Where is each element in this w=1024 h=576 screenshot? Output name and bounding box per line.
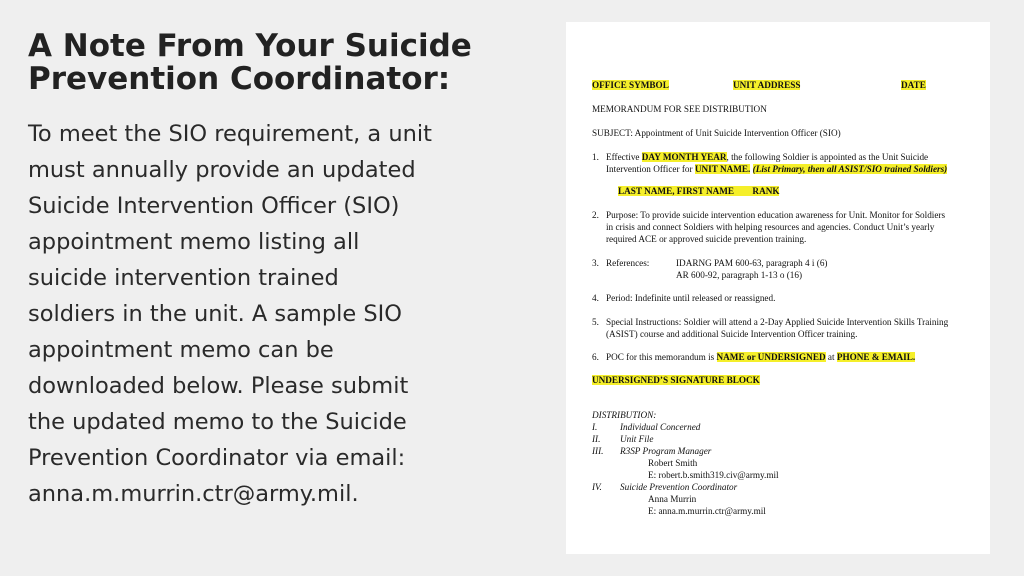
- unit-address: UNIT ADDRESS: [733, 80, 801, 90]
- paragraph-6: POC for this memorandum is NAME or UNDERSIGNED at PHONE & EMAIL.: [606, 352, 916, 362]
- dist-item: Individual Concerned: [620, 422, 701, 432]
- paragraph-1: Effective DAY MONTH YEAR, the following Soldier is appointed as the Unit Suicide: [606, 152, 929, 162]
- paragraph-1-line-2: Intervention Officer for UNIT NAME. (List Primary, then all ASIST/SIO trained Soldiers): [606, 164, 948, 174]
- body-line: Suicide Intervention Officer (SIO): [28, 193, 400, 219]
- highlight-date: DAY MONTH YEAR: [641, 152, 727, 162]
- anna-email: E: anna.m.murrin.ctr@army.mil: [648, 506, 766, 516]
- paragraph-4: Period: Indefinite until released or reassigned.: [606, 293, 776, 303]
- dist-num: III.: [592, 446, 604, 456]
- distribution-label: DISTRIBUTION:: [592, 410, 657, 420]
- office-symbol: OFFICE SYMBOL: [592, 80, 669, 90]
- highlight-unit-name: UNIT NAME.: [694, 164, 751, 174]
- dist-item: Suicide Prevention Coordinator: [620, 482, 738, 492]
- title-line-2: Prevention Coordinator:: [28, 61, 451, 97]
- dist-num: II.: [592, 434, 601, 444]
- highlight-name-rank: LAST NAME, FIRST NAME RANK: [618, 186, 780, 196]
- references-label: References:: [606, 258, 650, 268]
- body-line: the updated memo to the Suicide: [28, 409, 407, 435]
- highlight-phone-email: PHONE & EMAIL.: [836, 352, 916, 362]
- p4-number: 4.: [592, 293, 599, 303]
- highlight-poc-name: NAME or UNDERSIGNED: [716, 352, 826, 362]
- memo-subject: SUBJECT: Appointment of Unit Suicide Intervention Officer (SIO): [592, 128, 841, 138]
- body-line-email: anna.m.murrin.ctr@army.mil.: [28, 481, 359, 507]
- reference-1: IDARNG PAM 600-63, paragraph 4 i (6): [676, 258, 828, 268]
- memorandum-for: MEMORANDUM FOR SEE DISTRIBUTION: [592, 104, 767, 114]
- robert-name: Robert Smith: [648, 458, 698, 468]
- body-line: downloaded below. Please submit: [28, 373, 409, 399]
- p1-number: 1.: [592, 152, 599, 162]
- body-line: suicide intervention trained: [28, 265, 339, 291]
- p3-number: 3.: [592, 258, 599, 268]
- body-line: appointment memo can be: [28, 337, 334, 363]
- dist-num: I.: [592, 422, 598, 432]
- body-line: appointment memo listing all: [28, 229, 360, 255]
- instructions-text: [28, 116, 528, 512]
- reference-2: AR 600-92, paragraph 1-13 o (16): [676, 270, 803, 280]
- page-title: [28, 30, 538, 96]
- anna-name: Anna Murrin: [648, 494, 697, 504]
- p2-number: 2.: [592, 210, 599, 220]
- body-line: must annually provide an updated: [28, 157, 416, 183]
- highlight-list-instruction: (List Primary, then all ASIST/SIO trained Soldiers): [752, 164, 948, 174]
- body-line: Prevention Coordinator via email:: [28, 445, 406, 471]
- p5-number: 5.: [592, 317, 599, 327]
- dist-item: R3SP Program Manager: [620, 446, 712, 456]
- sample-memo-document: OFFICE SYMBOL UNIT ADDRESS DATE MEMORANDUM FOR SEE DISTRIBUTION SUBJECT: Appointment of Unit Suicide Intervention Officer (SIO) 1. Effective DAY MONTH YEAR, the following Soldier is appointed as the Unit Suicide Intervention Officer for UNIT NAME. (List Primary, then all ASIST/SIO trained Soldiers) LAST NAME, FIRST NAME RANK 2. Purpose: To provide suicide intervention education awareness for Unit. Monitor for Soldiers in crisis and connect Soldiers with helping resources and agencies. Conduct Unit’s yearly required ACE or approved suicide prevention training. 3. References: IDARNG PAM 600-63, paragraph 4 i (6) AR 600-92, paragraph 1-13 o (16) 4. Period: Indefinite until released or reassigned. 5. Special Instructions: Soldier will attend a 2-Day Applied Suicide Intervention Skills Training (ASIST) course and additional Suicide Intervention Officer training. 6. POC for this memorandum is NAME or UNDERSIGNED at PHONE & EMAIL. UNDERSIGNED’S SIGNATURE BLOCK DISTRIBUTION: I. Individual Concerned II. Unit File III. R3SP Program Manager Robert Smith E: robert.b.smith319.civ@army.mil IV. Suicide Prevention Coordinator Anna Murrin E: anna.m.murrin.ctr@army.mil: [566, 22, 990, 554]
- body-line: soldiers in the unit. A sample SIO: [28, 301, 403, 327]
- memo-date: DATE: [901, 80, 926, 90]
- robert-email: E: robert.b.smith319.civ@army.mil: [648, 470, 779, 480]
- dist-item: Unit File: [620, 434, 654, 444]
- p6-number: 6.: [592, 352, 599, 362]
- signature-block: UNDERSIGNED’S SIGNATURE BLOCK: [592, 375, 760, 385]
- title-line-1: A Note From Your Suicide: [28, 28, 472, 64]
- dist-num: IV.: [592, 482, 602, 492]
- body-line: To meet the SIO requirement, a unit: [28, 121, 432, 147]
